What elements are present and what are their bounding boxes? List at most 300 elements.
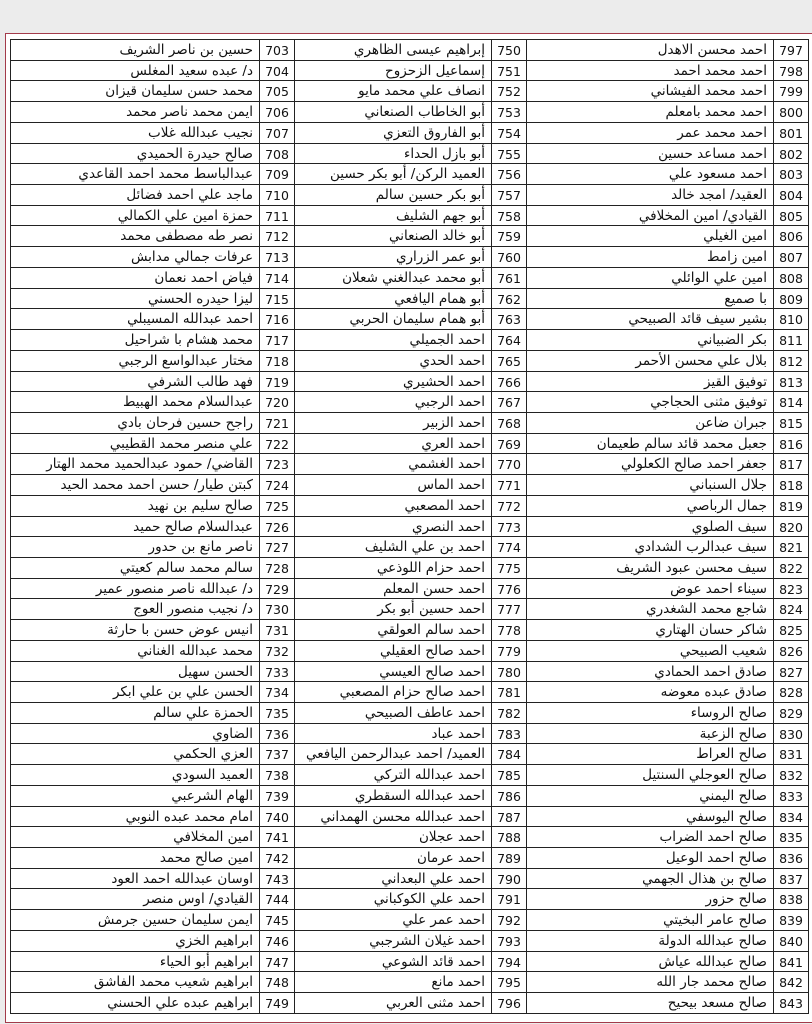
- table-row: [11, 517, 294, 538]
- row-number-cell: 722: [259, 434, 294, 454]
- table-row: [11, 972, 294, 993]
- row-number-cell: 707: [259, 123, 294, 143]
- table-row: [527, 972, 808, 993]
- row-number-cell: 839: [773, 910, 808, 930]
- person-name-cell: احمد مساعد حسين: [658, 145, 767, 162]
- person-name-cell: عبدالسلام صالح حميد: [133, 518, 253, 535]
- table-row: [11, 289, 294, 310]
- person-name-cell: امين علي الوائلي: [671, 269, 767, 286]
- row-number-cell: 811: [773, 330, 808, 350]
- row-number-cell: 799: [773, 81, 808, 101]
- row-number-cell: 738: [259, 765, 294, 785]
- row-number-cell: 776: [491, 579, 526, 599]
- table-row: [527, 309, 808, 330]
- person-name-cell: ابراهيم أبو الحياء: [159, 953, 253, 970]
- table-row: [11, 641, 294, 662]
- row-number-cell: 828: [773, 682, 808, 702]
- table-row: [295, 434, 526, 455]
- table-row: [527, 579, 808, 600]
- person-name-cell: أبو خالد الصنعاني: [388, 228, 485, 245]
- person-name-cell: صالح الروساء: [690, 705, 767, 721]
- row-number-cell: 705: [259, 81, 294, 101]
- row-number-cell: 728: [259, 558, 294, 578]
- person-name-cell: احمد الحدي: [419, 352, 485, 369]
- table-row: [11, 662, 294, 683]
- row-number-cell: 835: [773, 827, 808, 847]
- row-number-cell: 718: [259, 351, 294, 371]
- person-name-cell: با صميع: [724, 290, 767, 307]
- person-name-cell: احمد محمد عمر: [677, 124, 767, 141]
- row-number-cell: 712: [259, 226, 294, 246]
- person-name-cell: احمد الرجبي: [414, 394, 485, 411]
- table-row: [527, 454, 808, 475]
- person-name-cell: إبراهيم عيسى الظاهري: [353, 42, 485, 58]
- row-number-cell: 725: [259, 496, 294, 516]
- row-number-cell: 798: [773, 61, 808, 81]
- person-name-cell: احمد غيلان الشرجبي: [369, 932, 485, 949]
- person-name-cell: الحسن علي بن علي ابكر: [112, 684, 253, 701]
- person-name-cell: عبدالسلام محمد الهبيط: [122, 394, 253, 411]
- person-name-cell: صالح اليوسفي: [686, 808, 767, 825]
- person-name-cell: انيس عوض حسن با حارثة: [107, 622, 253, 639]
- person-name-cell: احمد الغشمي: [408, 456, 485, 473]
- table-row: [295, 724, 526, 745]
- person-name-cell: احمد العري: [421, 435, 485, 452]
- person-name-cell: احمد مسعود علي: [668, 166, 767, 183]
- names-table-column-1: [526, 39, 809, 1014]
- person-name-cell: ابراهيم شعيب محمد الفاشق: [93, 974, 253, 991]
- row-number-cell: 814: [773, 392, 808, 412]
- row-number-cell: 823: [773, 579, 808, 599]
- table-row: [527, 952, 808, 973]
- table-row: [11, 454, 294, 475]
- person-name-cell: احمد علي الكوكباني: [373, 891, 485, 908]
- table-row: [11, 496, 294, 517]
- row-number-cell: 735: [259, 703, 294, 723]
- table-row: [527, 206, 808, 227]
- table-row: [295, 517, 526, 538]
- row-number-cell: 755: [491, 144, 526, 164]
- table-row: [11, 123, 294, 144]
- table-row: [527, 744, 808, 765]
- table-row: [527, 496, 808, 517]
- row-number-cell: 703: [259, 40, 294, 60]
- table-row: [11, 744, 294, 765]
- table-row: [295, 185, 526, 206]
- person-name-cell: صالح بن هذال الجهمي: [642, 870, 767, 887]
- row-number-cell: 727: [259, 537, 294, 557]
- table-row: [11, 786, 294, 807]
- person-name-cell: توفيق مثنى الحجاجي: [650, 394, 767, 411]
- table-row: [527, 807, 808, 828]
- table-row: [11, 931, 294, 952]
- table-row: [527, 247, 808, 268]
- row-number-cell: 772: [491, 496, 526, 516]
- table-row: [295, 620, 526, 641]
- document-page: [5, 33, 812, 1023]
- table-row: [11, 372, 294, 393]
- row-number-cell: 768: [491, 413, 526, 433]
- row-number-cell: 765: [491, 351, 526, 371]
- person-name-cell: شعيب الصبيحي: [679, 642, 767, 659]
- table-row: [295, 102, 526, 123]
- table-row: [527, 289, 808, 310]
- row-number-cell: 752: [491, 81, 526, 101]
- row-number-cell: 730: [259, 599, 294, 619]
- row-number-cell: 736: [259, 724, 294, 744]
- row-number-cell: 813: [773, 372, 808, 392]
- person-name-cell: أبو الفاروق التعزي: [383, 124, 485, 141]
- row-number-cell: 756: [491, 164, 526, 184]
- person-name-cell: اوسان عبدالله احمد العود: [111, 870, 253, 887]
- person-name-cell: الحسن سهيل: [177, 663, 253, 680]
- row-number-cell: 764: [491, 330, 526, 350]
- table-row: [11, 537, 294, 558]
- table-row: [295, 910, 526, 931]
- row-number-cell: 757: [491, 185, 526, 205]
- person-name-cell: احمد سالم العولقي: [377, 622, 485, 639]
- row-number-cell: 832: [773, 765, 808, 785]
- table-row: [11, 848, 294, 869]
- row-number-cell: 817: [773, 454, 808, 474]
- table-row: [527, 703, 808, 724]
- row-number-cell: 834: [773, 807, 808, 827]
- person-name-cell: صالح عبدالله عياش: [658, 953, 767, 970]
- person-name-cell: احمد علي البعداني: [381, 870, 485, 887]
- person-name-cell: احمد عجلان: [418, 829, 485, 846]
- person-name-cell: حمزة امين علي الكمالي: [117, 207, 253, 224]
- table-row: [11, 102, 294, 123]
- row-number-cell: 831: [773, 744, 808, 764]
- row-number-cell: 783: [491, 724, 526, 744]
- table-row: [11, 993, 294, 1013]
- row-number-cell: 708: [259, 144, 294, 164]
- table-row: [527, 889, 808, 910]
- row-number-cell: 732: [259, 641, 294, 661]
- row-number-cell: 838: [773, 889, 808, 909]
- row-number-cell: 812: [773, 351, 808, 371]
- table-row: [527, 931, 808, 952]
- table-row: [527, 475, 808, 496]
- table-row: [527, 993, 808, 1013]
- person-name-cell: أبو بكر حسين سالم: [375, 187, 485, 204]
- table-row: [527, 641, 808, 662]
- table-row: [527, 392, 808, 413]
- person-name-cell: امين زامط: [707, 249, 767, 266]
- table-row: [527, 827, 808, 848]
- person-name-cell: احمد محمد الفيشاني: [650, 83, 767, 100]
- row-number-cell: 766: [491, 372, 526, 392]
- person-name-cell: فهد طالب الشرفي: [147, 373, 253, 390]
- row-number-cell: 759: [491, 226, 526, 246]
- row-number-cell: 810: [773, 309, 808, 329]
- table-row: [295, 827, 526, 848]
- row-number-cell: 773: [491, 517, 526, 537]
- names-table-column-2: [294, 39, 527, 1014]
- person-name-cell: صادق عبده معوضه: [660, 684, 767, 701]
- person-name-cell: جبران ضاعن: [695, 414, 767, 431]
- table-row: [295, 309, 526, 330]
- table-row: [11, 620, 294, 641]
- row-number-cell: 784: [491, 744, 526, 764]
- person-name-cell: توفيق القيز: [703, 373, 767, 390]
- table-row: [295, 703, 526, 724]
- person-name-cell: ماجد علي احمد فضائل: [126, 187, 253, 204]
- table-row: [295, 268, 526, 289]
- table-row: [295, 164, 526, 185]
- row-number-cell: 826: [773, 641, 808, 661]
- row-number-cell: 739: [259, 786, 294, 806]
- table-row: [11, 827, 294, 848]
- table-row: [527, 226, 808, 247]
- row-number-cell: 716: [259, 309, 294, 329]
- person-name-cell: صالح سليم بن نهيد: [147, 497, 253, 514]
- table-row: [295, 993, 526, 1013]
- row-number-cell: 779: [491, 641, 526, 661]
- table-row: [11, 558, 294, 579]
- table-row: [527, 599, 808, 620]
- table-row: [295, 662, 526, 683]
- row-number-cell: 821: [773, 537, 808, 557]
- person-name-cell: صالح احمد الضراب: [659, 829, 767, 846]
- person-name-cell: احمد عبدالله التركي: [373, 767, 485, 784]
- table-row: [11, 392, 294, 413]
- person-name-cell: أبو جهم الشليف: [395, 207, 485, 224]
- table-row: [11, 247, 294, 268]
- person-name-cell: احمد عرمان: [416, 850, 485, 867]
- table-row: [11, 579, 294, 600]
- row-number-cell: 721: [259, 413, 294, 433]
- person-name-cell: أبو عمر الزراري: [395, 249, 485, 266]
- table-row: [11, 869, 294, 890]
- table-row: [295, 599, 526, 620]
- person-name-cell: حسين بن ناصر الشريف: [119, 42, 253, 58]
- person-name-cell: جعفر احمد صالح الكعلولي: [620, 456, 767, 473]
- row-number-cell: 822: [773, 558, 808, 578]
- person-name-cell: سيناء احمد عوض: [670, 580, 767, 597]
- table-row: [295, 61, 526, 82]
- row-number-cell: 816: [773, 434, 808, 454]
- person-name-cell: امين صالح محمد: [159, 850, 253, 867]
- person-name-cell: إسماعيل الزحزوح: [385, 62, 485, 79]
- table-row: [11, 351, 294, 372]
- person-name-cell: احمد مانع: [431, 974, 485, 991]
- person-name-cell: احمد حزام اللوذعي: [376, 559, 485, 576]
- row-number-cell: 781: [491, 682, 526, 702]
- row-number-cell: 819: [773, 496, 808, 516]
- row-number-cell: 833: [773, 786, 808, 806]
- person-name-cell: سيف عبدالرب الشدادي: [634, 539, 767, 556]
- row-number-cell: 749: [259, 993, 294, 1013]
- table-row: [11, 910, 294, 931]
- table-row: [295, 330, 526, 351]
- table-row: [527, 558, 808, 579]
- person-name-cell: ايمن سليمان حسين جرمش: [97, 912, 253, 929]
- row-number-cell: 787: [491, 807, 526, 827]
- table-row: [295, 475, 526, 496]
- person-name-cell: أبو بازل الحداء: [403, 145, 485, 162]
- person-name-cell: د/ عبدالله ناصر منصور عمير: [95, 580, 253, 597]
- row-number-cell: 737: [259, 744, 294, 764]
- row-number-cell: 806: [773, 226, 808, 246]
- table-row: [11, 682, 294, 703]
- person-name-cell: الحمزة علي سالم: [153, 705, 253, 721]
- person-name-cell: راجح حسين فرحان بادي: [117, 414, 253, 431]
- person-name-cell: نجيب عبدالله غلاب: [148, 124, 253, 141]
- row-number-cell: 748: [259, 972, 294, 992]
- person-name-cell: صالح مسعد بيحيح: [667, 995, 767, 1012]
- table-row: [295, 558, 526, 579]
- table-row: [295, 537, 526, 558]
- row-number-cell: 709: [259, 164, 294, 184]
- row-number-cell: 763: [491, 309, 526, 329]
- person-name-cell: عبدالباسط محمد احمد القاعدي: [78, 166, 253, 183]
- table-row: [295, 123, 526, 144]
- row-number-cell: 720: [259, 392, 294, 412]
- table-row: [295, 226, 526, 247]
- person-name-cell: احمد صالح حزام المصعبي: [339, 684, 485, 701]
- row-number-cell: 743: [259, 869, 294, 889]
- person-name-cell: احمد الجميلي: [409, 332, 485, 349]
- person-name-cell: صالح العوجلي السنتيل: [642, 767, 767, 784]
- table-row: [527, 765, 808, 786]
- person-name-cell: جعبل محمد قائد سالم طعيمان: [596, 435, 767, 452]
- table-row: [11, 724, 294, 745]
- person-name-cell: شاجع محمد الشغدري: [646, 601, 767, 618]
- row-number-cell: 744: [259, 889, 294, 909]
- row-number-cell: 843: [773, 993, 808, 1013]
- person-name-cell: مختار عبدالواسع الرجبي: [118, 352, 253, 369]
- row-number-cell: 786: [491, 786, 526, 806]
- row-number-cell: 723: [259, 454, 294, 474]
- table-row: [295, 206, 526, 227]
- table-row: [11, 268, 294, 289]
- person-name-cell: ابراهيم عبده علي الحسني: [107, 995, 253, 1012]
- row-number-cell: 778: [491, 620, 526, 640]
- row-number-cell: 751: [491, 61, 526, 81]
- table-row: [527, 620, 808, 641]
- row-number-cell: 793: [491, 931, 526, 951]
- row-number-cell: 788: [491, 827, 526, 847]
- table-row: [11, 599, 294, 620]
- person-name-cell: صالح الزعبة: [699, 725, 767, 742]
- table-row: [295, 289, 526, 310]
- person-name-cell: امام محمد عبده النوبي: [125, 808, 253, 825]
- person-name-cell: نصر طه مصطفى محمد: [120, 228, 253, 245]
- row-number-cell: 729: [259, 579, 294, 599]
- table-row: [11, 40, 294, 61]
- person-name-cell: ابراهيم الخزي: [175, 932, 253, 949]
- table-row: [527, 434, 808, 455]
- table-row: [295, 869, 526, 890]
- person-name-cell: القاضي/ حمود عبدالحميد محمد الهتار: [46, 456, 253, 473]
- person-name-cell: صالح العراط: [696, 746, 767, 763]
- table-row: [527, 517, 808, 538]
- table-row: [295, 392, 526, 413]
- person-name-cell: احمد المصعبي: [404, 497, 485, 514]
- person-name-cell: احمد صالح العيسي: [379, 663, 485, 680]
- table-row: [527, 102, 808, 123]
- table-row: [527, 268, 808, 289]
- person-name-cell: ليزا حيدره الحسني: [147, 290, 253, 307]
- person-name-cell: القيادي/ اوس منصر: [143, 891, 253, 908]
- person-name-cell: امين الغيلي: [703, 228, 767, 245]
- person-name-cell: سيف محسن عبود الشريف: [616, 559, 767, 576]
- person-name-cell: العميد الركن/ أبو بكر حسين: [330, 166, 485, 183]
- table-row: [527, 724, 808, 745]
- person-name-cell: ناصر مانع بن حدور: [148, 539, 253, 556]
- row-number-cell: 771: [491, 475, 526, 495]
- table-row: [11, 413, 294, 434]
- row-number-cell: 836: [773, 848, 808, 868]
- person-name-cell: أبو همام سليمان الحربي: [349, 311, 485, 328]
- person-name-cell: العميد السودي: [171, 767, 253, 784]
- person-name-cell: احمد مثنى العربي: [385, 995, 485, 1012]
- table-row: [527, 351, 808, 372]
- row-number-cell: 800: [773, 102, 808, 122]
- row-number-cell: 830: [773, 724, 808, 744]
- row-number-cell: 818: [773, 475, 808, 495]
- row-number-cell: 797: [773, 40, 808, 60]
- table-row: [295, 247, 526, 268]
- row-number-cell: 805: [773, 206, 808, 226]
- table-row: [527, 786, 808, 807]
- row-number-cell: 804: [773, 185, 808, 205]
- row-number-cell: 745: [259, 910, 294, 930]
- person-name-cell: صالح محمد جار الله: [656, 974, 767, 991]
- person-name-cell: احمد الماس: [417, 477, 485, 494]
- table-row: [527, 330, 808, 351]
- row-number-cell: 775: [491, 558, 526, 578]
- row-number-cell: 827: [773, 662, 808, 682]
- person-name-cell: احمد عبدالله المسيبلي: [127, 311, 253, 328]
- row-number-cell: 710: [259, 185, 294, 205]
- row-number-cell: 760: [491, 247, 526, 267]
- row-number-cell: 741: [259, 827, 294, 847]
- table-row: [527, 413, 808, 434]
- person-name-cell: محمد حسن سليمان قيزان: [105, 83, 253, 100]
- row-number-cell: 753: [491, 102, 526, 122]
- row-number-cell: 837: [773, 869, 808, 889]
- row-number-cell: 794: [491, 952, 526, 972]
- row-number-cell: 801: [773, 123, 808, 143]
- person-name-cell: احمد قائد الشوعي: [381, 953, 485, 970]
- person-name-cell: سالم محمد سالم كعيتي: [119, 559, 253, 576]
- person-name-cell: احمد عمر علي: [402, 912, 485, 929]
- table-row: [11, 309, 294, 330]
- table-row: [11, 330, 294, 351]
- table-row: [527, 372, 808, 393]
- person-name-cell: بلال علي محسن الأحمر: [635, 352, 767, 369]
- person-name-cell: صالح عامر البخيتي: [663, 912, 767, 929]
- row-number-cell: 780: [491, 662, 526, 682]
- row-number-cell: 734: [259, 682, 294, 702]
- person-name-cell: جمال الرباصي: [686, 497, 767, 514]
- table-row: [11, 185, 294, 206]
- table-row: [295, 413, 526, 434]
- table-row: [295, 744, 526, 765]
- person-name-cell: صالح اليمني: [699, 787, 767, 804]
- person-name-cell: د/ عبده سعيد المغلس: [130, 62, 253, 79]
- row-number-cell: 769: [491, 434, 526, 454]
- person-name-cell: احمد حسن المعلم: [383, 580, 485, 597]
- table-row: [295, 931, 526, 952]
- row-number-cell: 829: [773, 703, 808, 723]
- table-row: [295, 454, 526, 475]
- row-number-cell: 731: [259, 620, 294, 640]
- person-name-cell: احمد محمد احمد: [673, 62, 767, 79]
- row-number-cell: 715: [259, 289, 294, 309]
